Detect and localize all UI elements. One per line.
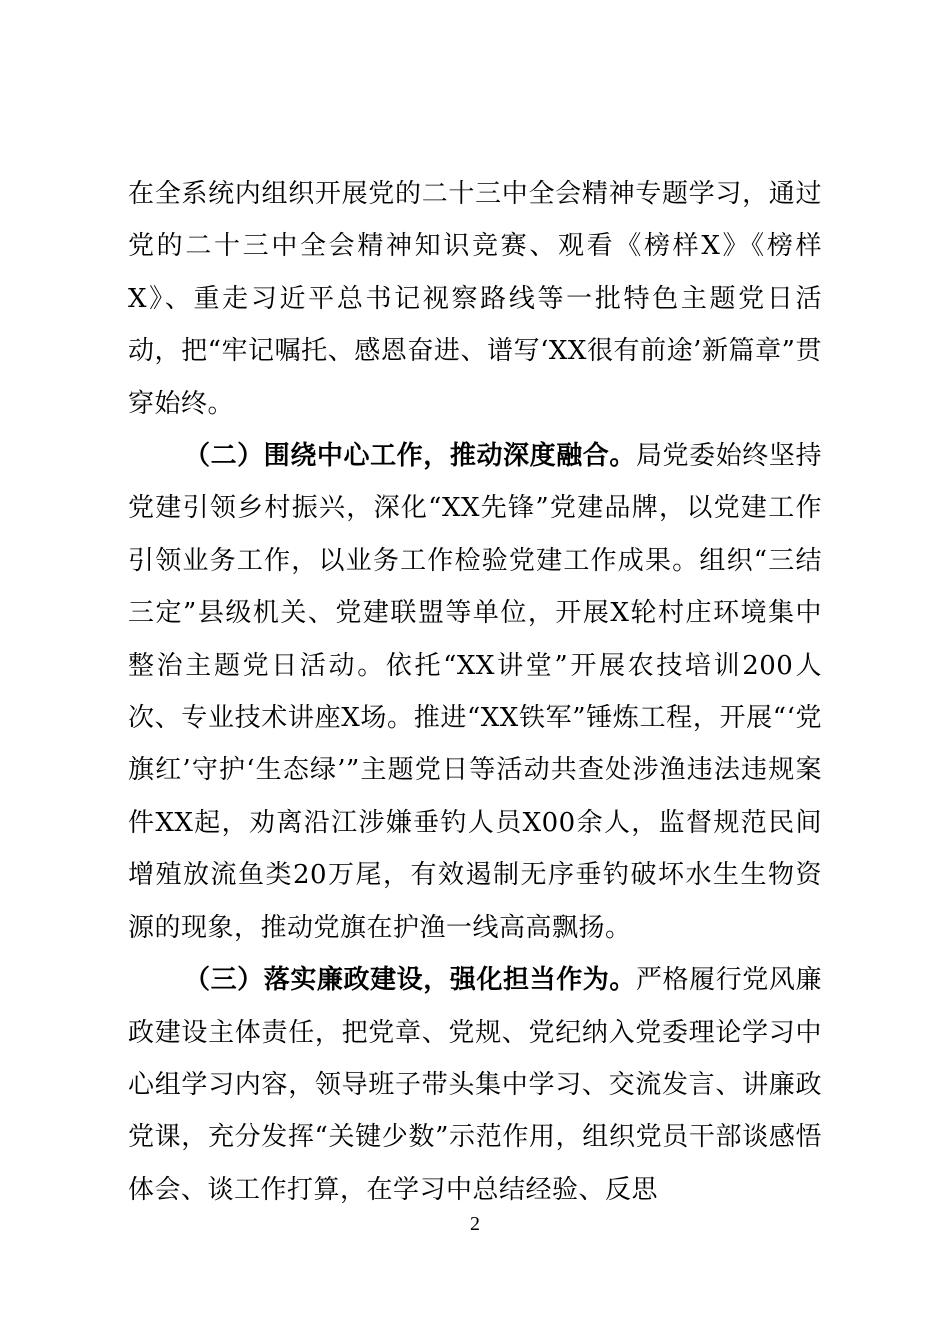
body-text — [128, 168, 822, 1216]
paragraph-text: 严格履行党风廉政建设主体责任，把党章、党规、党纪纳入党委理论学习中心组学习内容，领导班子带头集中学习、交流发言、讲廉政党课，充分发挥“关键少数”示范作用，组织党员干部谈感悟体会、谈工作打算，在学习中总结经验、反思 — [128, 965, 822, 1205]
paragraph-text: 在全系统内组织开展党的二十三中全会精神专题学习，通过党的二十三中全会精神知识竞赛、观看《榜样X》《榜样X》、重走习近平总书记视察路线等一批特色主题党日活动，把“牢记嘱托、感恩奋进、谱写‘XX很有前途’新篇章”贯穿始终。 — [128, 179, 822, 419]
paragraph-section-2 — [128, 430, 822, 954]
paragraph-continuation — [128, 168, 822, 430]
paragraph-section-3 — [128, 954, 822, 1216]
paragraph-text: 局党委始终坚持党建引领乡村振兴，深化“XX先锋”党建品牌，以党建工作引领业务工作，以业务工作检验党建工作成果。组织“三结三定”县级机关、党建联盟等单位，开展X轮村庄环境集中整治主题党日活动。依托“XX讲堂”开展农技培训200人次、专业技术讲座X场。推进“XX铁军”锤炼工程，开展“‘党旗红’守护‘生态绿’”主题党日等活动共查处涉渔违法违规案件XX起，劝离沿江涉嫌垂钓人员X00余人，监督规范民间增殖放流鱼类20万尾，有效遏制无序垂钓破坏水生生物资源的现象，推动党旗在护渔一线高高飘扬。 — [128, 441, 822, 943]
page-number: 2 — [470, 1213, 480, 1235]
section-heading: （二）围绕中心工作，推动深度融合。 — [184, 441, 636, 472]
section-heading: （三）落实廉政建设，强化担当作为。 — [184, 965, 636, 996]
